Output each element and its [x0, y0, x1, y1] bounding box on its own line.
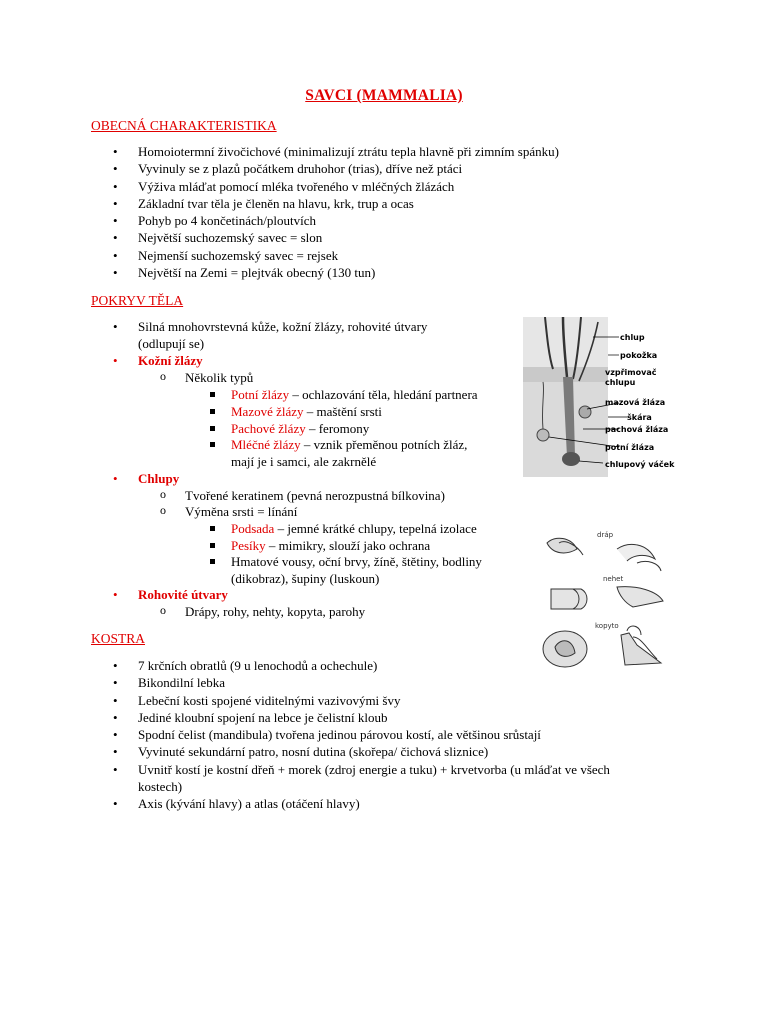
- list-item: [138, 352, 498, 369]
- obecna-list: [138, 143, 628, 281]
- term: Podsada: [231, 521, 275, 536]
- term: Potní žlázy: [231, 387, 290, 402]
- hoof-shape: [621, 633, 661, 665]
- sub-sub-item: [231, 436, 516, 471]
- kostra-list: [138, 657, 668, 813]
- definition: – mimikry, slouží jako ochrana: [265, 538, 431, 553]
- term: Mazové žlázy: [231, 404, 304, 419]
- definition: – jemné krátké chlupy, tepelná izolace: [274, 521, 477, 536]
- definition-cont: (dikobraz), šupiny (luskoun): [231, 571, 380, 587]
- fig-label: škára: [627, 413, 652, 422]
- sweat-gland: [537, 429, 549, 441]
- definition: – vznik přeměnou potních žláz,: [300, 437, 468, 452]
- list-item: [138, 470, 498, 487]
- fig-label: vzpřimovač: [605, 368, 657, 377]
- sub-sub-item: [231, 537, 516, 554]
- sub-sub-item: [231, 520, 516, 537]
- list-item: • Výživa mláďat pomocí mléka tvořeného v mléčných žlázách: [138, 178, 628, 195]
- list-item: • Pohyb po 4 končetinách/ploutvích: [138, 212, 628, 229]
- sub-sub-item: [231, 386, 516, 403]
- skin-diagram-figure: [523, 317, 683, 477]
- fig-label: chlupový váček: [605, 460, 675, 469]
- fig-label: pokožka: [620, 351, 658, 360]
- list-item: [138, 761, 668, 796]
- sub-sub-item: [231, 553, 516, 588]
- fig-label: kopyto: [595, 622, 619, 630]
- sub-sub-item: [231, 420, 516, 437]
- fig-label: chlup: [620, 333, 645, 342]
- sub-item: o Několik typů: [185, 369, 253, 386]
- definition-cont: mají je i samci, ale zakrnělé: [231, 454, 377, 470]
- section-heading-kostra: KOSTRA: [91, 631, 146, 646]
- list-item-text: kostech): [138, 779, 183, 795]
- sub-item: o Výměna srsti = línání: [185, 503, 297, 520]
- list-item: • Lebeční kosti spojené viditelnými vazivovými švy: [138, 692, 668, 709]
- list-item: • Vyvinuly se z plazů počátkem druhohor (trias), dříve než ptáci: [138, 160, 628, 177]
- fig-label: dráp: [597, 531, 614, 539]
- sub-item: o Tvořené keratinem (pevná nerozpustná bílkovina): [185, 487, 445, 504]
- nail-shape: [617, 587, 663, 607]
- heading-chlupy: Chlupy: [138, 471, 180, 486]
- definition: – feromony: [305, 421, 370, 436]
- section-heading-pokryv: POKRYV TĚLA: [91, 293, 184, 308]
- list-item: • Bikondilní lebka: [138, 674, 668, 691]
- hair-bulb: [562, 452, 580, 466]
- fig-label: mazová žláza: [605, 398, 666, 407]
- list-item-text: (odlupují se): [138, 336, 205, 352]
- term: Pesíky: [231, 538, 266, 553]
- sub-item: o Drápy, rohy, nehty, kopyta, parohy: [185, 603, 365, 620]
- list-item-text: • Uvnitř kostí je kostní dřeň + morek (zdroj energie a tuku) + krvetvorba (u mláďat ve všech: [138, 761, 610, 777]
- sebaceous-gland: [579, 406, 591, 418]
- list-item-text: • Silná mnohovrstevná kůže, kožní žlázy, rohovité útvary: [138, 319, 428, 334]
- list-item: • Jediné kloubní spojení na lebce je čelistní kloub: [138, 709, 668, 726]
- fig-label: nehet: [603, 575, 624, 583]
- heading-rohovite: Rohovité útvary: [138, 587, 228, 602]
- term: Pachové žlázy: [231, 421, 306, 436]
- definition: – ochlazování těla, hledání partnera: [289, 387, 478, 402]
- heading-kozni: Kožní žlázy: [138, 353, 203, 368]
- page-title: SAVCI (MAMMALIA): [305, 87, 463, 104]
- fig-label: chlupu: [605, 378, 636, 387]
- definition: Hmatové vousy, oční brvy, žíně, štětiny, bodliny: [231, 554, 482, 569]
- definition: – maštění srsti: [303, 404, 382, 419]
- section-heading-obecna: OBECNÁ CHARAKTERISTIKA: [91, 118, 277, 133]
- list-item: [138, 318, 498, 353]
- list-item: • Vyvinuté sekundární patro, nosní dutina (skořepa/ čichová sliznice): [138, 743, 668, 760]
- fig-label: potní žláza: [605, 443, 655, 452]
- claw-nail-hoof-figure: [537, 525, 687, 677]
- claw-shape: [547, 538, 577, 553]
- list-item: • 7 krčních obratlů (9 u lenochodů a ochechule): [138, 657, 668, 674]
- list-item: • Největší suchozemský savec = slon: [138, 229, 628, 246]
- claw-shape: [637, 561, 661, 571]
- nail-shape: [551, 589, 587, 609]
- list-item: • Základní tvar těla je členěn na hlavu, krk, trup a ocas: [138, 195, 628, 212]
- term: Mléčné žlázy: [231, 437, 301, 452]
- sub-sub-item: [231, 403, 516, 420]
- fig-label: pachová žláza: [605, 425, 669, 434]
- list-item: • Spodní čelist (mandibula) tvořena jedinou párovou kostí, ale většinou srůstají: [138, 726, 668, 743]
- list-item: • Nejmenší suchozemský savec = rejsek: [138, 247, 628, 264]
- list-item: • Axis (kývání hlavy) a atlas (otáčení hlavy): [138, 795, 668, 812]
- list-item: • Největší na Zemi = plejtvák obecný (130 tun): [138, 264, 628, 281]
- list-item: [138, 586, 498, 603]
- claw-shape: [617, 544, 655, 561]
- list-item: • Homoiotermní živočichové (minimalizují ztrátu tepla hlavně při zimním spánku): [138, 143, 628, 160]
